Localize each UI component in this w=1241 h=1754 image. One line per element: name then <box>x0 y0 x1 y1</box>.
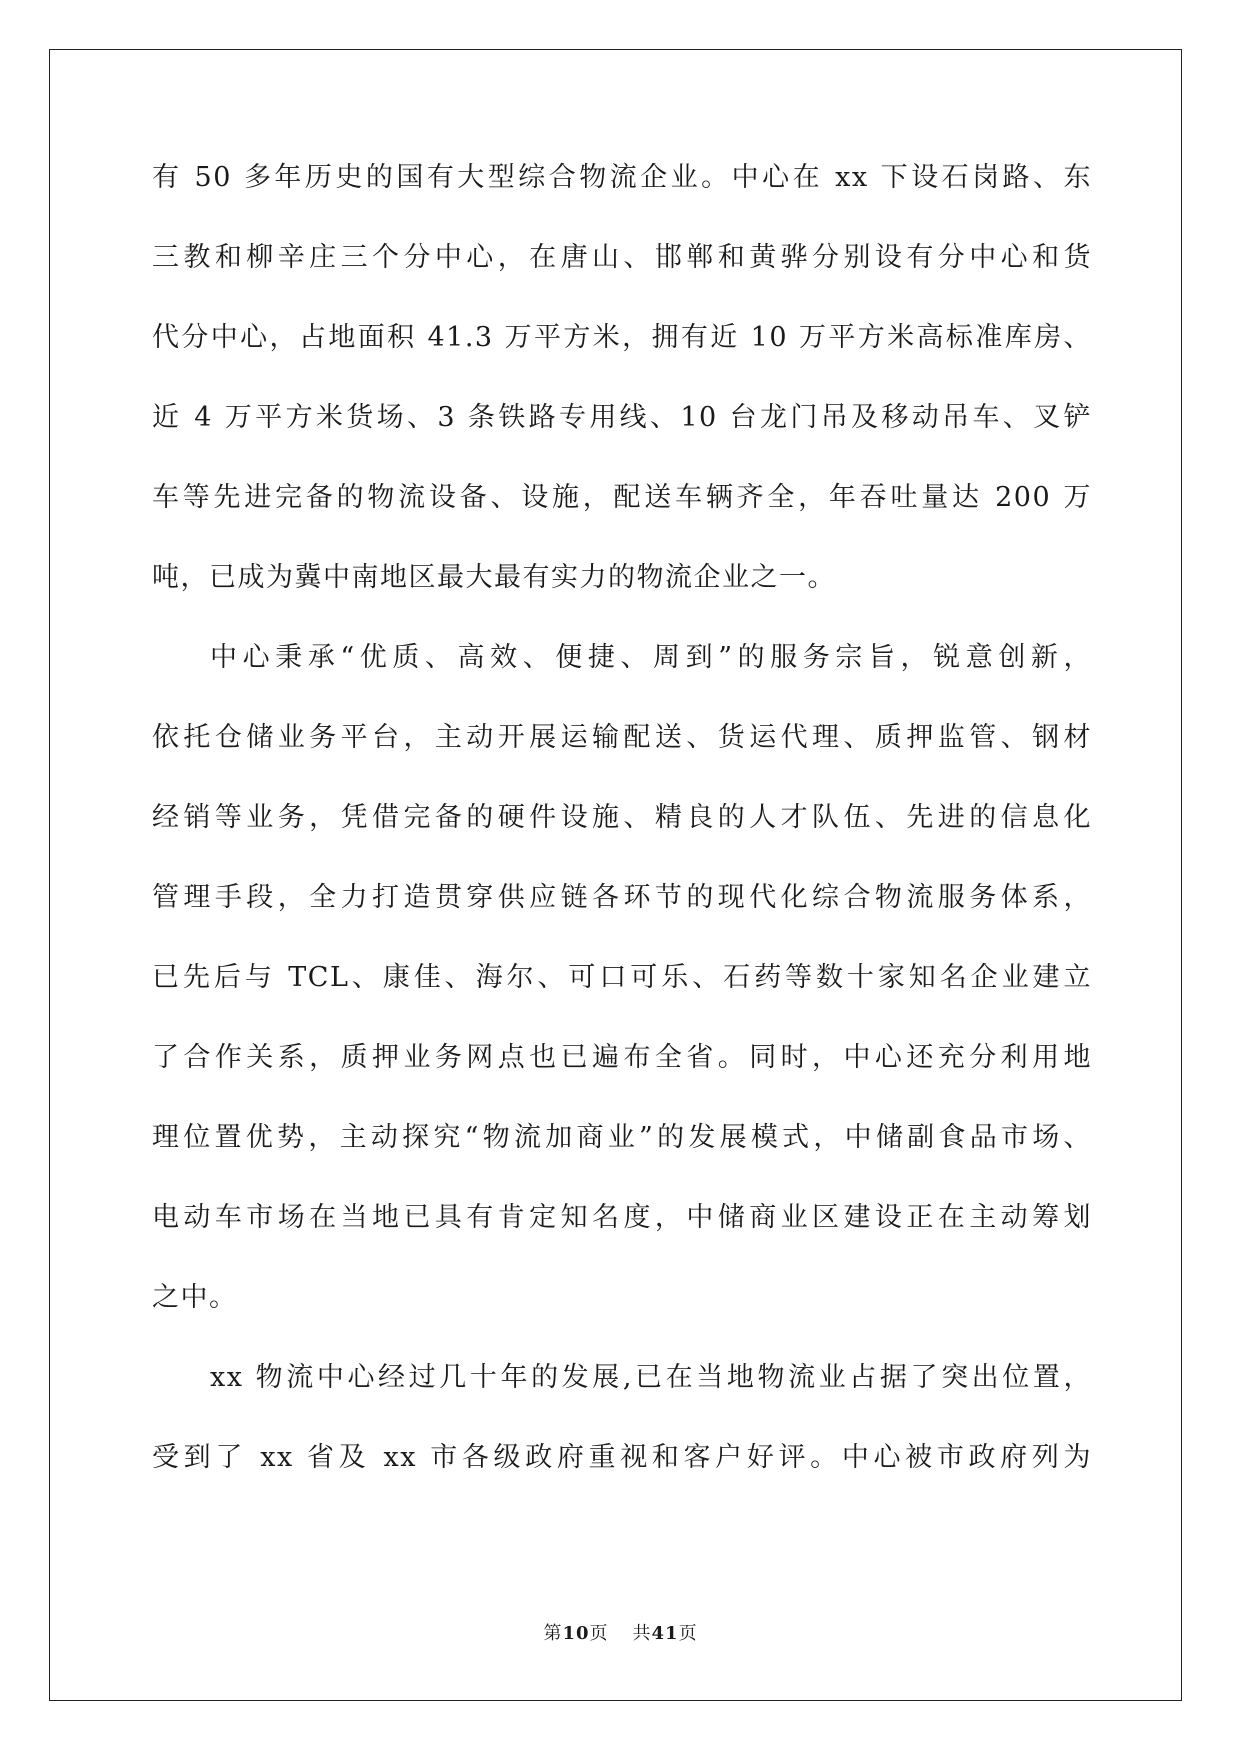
body-text <box>152 162 1092 1522</box>
page-prefix: 第 <box>543 1623 563 1644</box>
text-line: 代分中心，占地面积 41.3 万平方米，拥有近 10 万平方米高标准库房、 <box>152 322 1092 353</box>
text-line: 受到了 xx 省及 xx 市各级政府重视和客户好评。中心被市政府列为 <box>152 1442 1092 1473</box>
text-line: 三教和柳辛庄三个分中心，在唐山、邯郸和黄骅分别设有分中心和货 <box>152 242 1092 273</box>
paragraph-start-line: 中心秉承“优质、高效、便捷、周到”的服务宗旨，锐意创新， <box>210 642 1092 673</box>
page-suffix: 页 <box>589 1623 609 1644</box>
paragraph-start-line: xx 物流中心经过几十年的发展,已在当地物流业占据了突出位置， <box>210 1362 1092 1393</box>
text-line: 车等先进完备的物流设备、设施，配送车辆齐全，年吞吐量达 200 万 <box>152 482 1092 513</box>
text-line: 了合作关系，质押业务网点也已遍布全省。同时，中心还充分利用地 <box>152 1042 1092 1073</box>
text-line: 管理手段，全力打造贯穿供应链各环节的现代化综合物流服务体系， <box>152 882 1092 913</box>
text-line: 已先后与 TCL、康佳、海尔、可口可乐、石药等数十家知名企业建立 <box>152 962 1092 993</box>
page-total: 41 <box>651 1623 679 1644</box>
text-line: 之中。 <box>152 1282 238 1313</box>
text-line: 理位置优势，主动探究“物流加商业”的发展模式，中储副食品市场、 <box>152 1122 1092 1153</box>
text-line: 电动车市场在当地已具有肯定知名度，中储商业区建设正在主动筹划 <box>152 1202 1092 1233</box>
text-line: 有 50 多年历史的国有大型综合物流企业。中心在 xx 下设石岗路、东 <box>152 162 1092 193</box>
page-footer <box>0 1619 1241 1645</box>
text-line: 经销等业务，凭借完备的硬件设施、精良的人才队伍、先进的信息化 <box>152 802 1092 833</box>
page-current: 10 <box>562 1623 590 1644</box>
total-prefix: 共 <box>632 1623 652 1644</box>
text-line: 依托仓储业务平台，主动开展运输配送、货运代理、质押监管、钢材 <box>152 722 1092 753</box>
text-line: 近 4 万平方米货场、3 条铁路专用线、10 台龙门吊及移动吊车、叉铲 <box>152 402 1092 433</box>
text-line: 吨，已成为冀中南地区最大最有实力的物流企业之一。 <box>152 562 836 593</box>
total-suffix: 页 <box>678 1623 698 1644</box>
